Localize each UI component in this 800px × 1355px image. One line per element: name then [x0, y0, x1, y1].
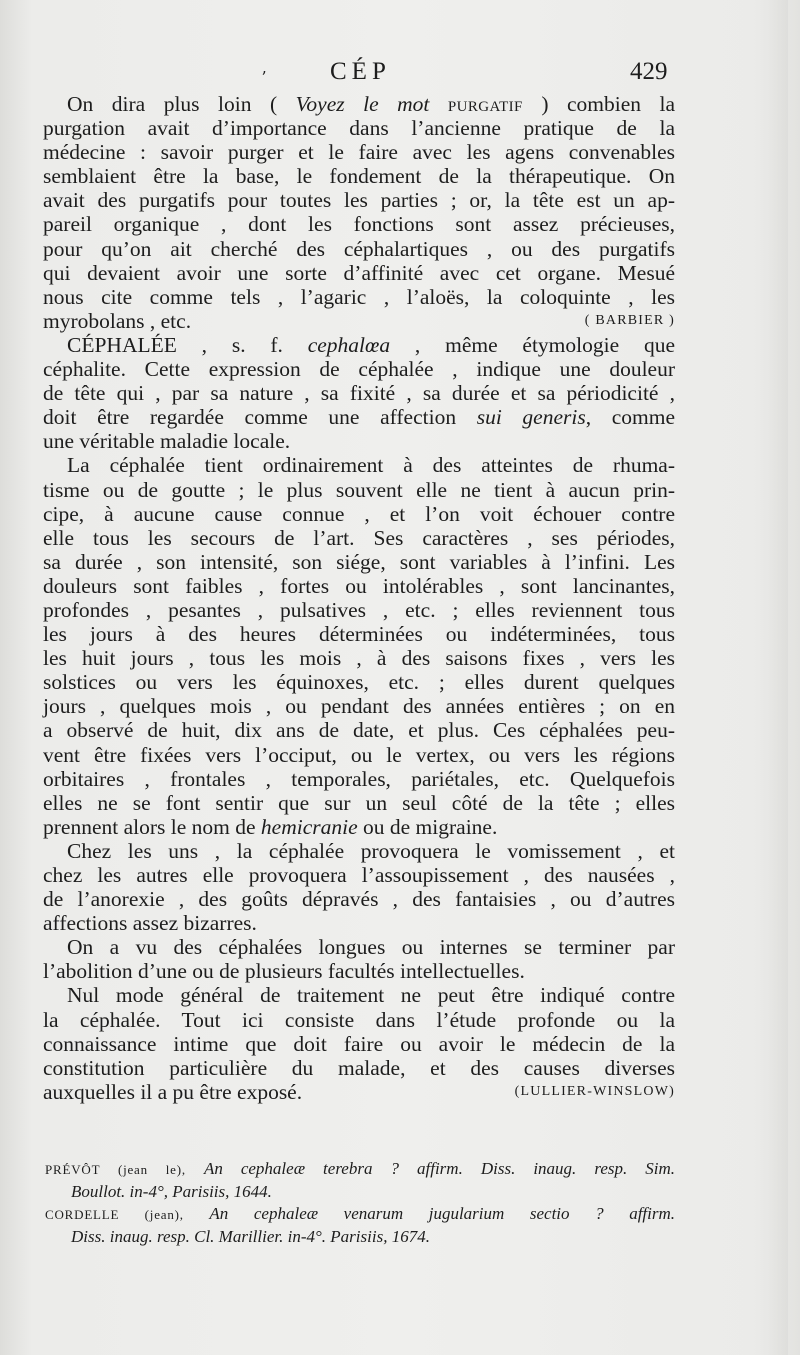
main-text: [43, 92, 675, 1104]
text-line: médecine : savoir purger et le faire avec les agens convenables: [43, 140, 675, 165]
bibliography-title: An cephaleæ terebra ? affirm. Diss. inaug. resp. Sim.: [203, 1159, 675, 1178]
text-line: pareil organique , dont les fonctions sont assez précieuses,: [43, 212, 675, 237]
text-line: purgation avait d’importance dans l’ancienne pratique de la: [43, 116, 675, 141]
bibliography-continuation: Diss. inaug. resp. Cl. Marillier. in-4°. Parisiis, 1674.: [71, 1227, 430, 1246]
bibliography-entry: [45, 1203, 675, 1226]
text-line: avait des purgatifs pour toutes les parties ; or, la tête est un ap-: [43, 188, 675, 213]
text-line: de l’anorexie , des goûts dépravés , des fantaisies , ou d’autres: [43, 887, 675, 912]
text-line: sa durée , son intensité, son siége, sont variables à l’infini. Les: [43, 549, 675, 574]
text-line: prennent alors le nom de hemicranie ou de migraine.: [43, 814, 498, 839]
text-line: solstices ou vers les équinoxes, etc. ; elles durent quelques: [43, 670, 675, 695]
text-line: profondes , pesantes , pulsatives , etc. ; elles reviennent tous: [43, 597, 675, 622]
text-line: céphalite. Cette expression de céphalée , indique une douleur: [43, 357, 675, 382]
page-edge-shadow: [753, 0, 788, 1355]
text-line: constitution particulière du malade, et des causes diverses: [43, 1055, 675, 1080]
text-line: chez les autres elle provoquera l’assoupissement , des nausées ,: [43, 863, 675, 887]
text-line: vent être fixées vers l’occiput, ou le vertex, ou vers les régions: [43, 742, 675, 767]
text-line: connaissance intime que doit faire ou avoir le médecin de la: [43, 1031, 675, 1056]
text-line: doit être regardée comme une affection sui generis, comme: [43, 405, 675, 430]
text-line: elle tous les secours de l’art. Ses caractères , ses périodes,: [43, 525, 675, 550]
text-line: On a vu des céphalées longues ou internes se terminer par: [67, 935, 675, 960]
text-line: affections assez bizarres.: [43, 911, 257, 936]
bibliography-title: An cephaleæ venarum jugularium sectio ? affirm.: [209, 1204, 676, 1223]
text-line: tisme ou de goutte ; le plus souvent elle ne tient à aucun prin-: [43, 477, 675, 502]
text-line: Chez les uns , la céphalée provoquera le vomissement , et: [67, 838, 675, 863]
text-line: la céphalée. Tout ici consiste dans l’étude profonde ou la: [43, 1007, 675, 1032]
page-number: 429: [630, 58, 668, 85]
text-line: Nul mode général de traitement ne peut être indiqué contre: [67, 983, 675, 1008]
text-line: nous cite comme tels , l’agaric , l’aloës, la coloquinte , les: [43, 284, 675, 309]
bibliography-author: PRÉVÔT (jean le),: [45, 1162, 186, 1177]
text-line: les huit jours , tous les mois , à des saisons fixes , vers les: [43, 646, 675, 671]
text-line: pour qu’on ait cherché des céphalartiques , ou des purgatifs: [43, 236, 675, 261]
text-line: de tête qui , par sa nature , sa fixité , sa durée et sa périodicité ,: [43, 381, 675, 406]
text-line: les jours à des heures déterminées ou indéterminées, tous: [43, 622, 675, 647]
bibliography-entry: [45, 1158, 675, 1181]
text-line: jours , quelques mois , ou pendant des années entières ; on en: [43, 694, 675, 719]
text-line: cipe, à aucune cause connue , et l’on voit échouer contre: [43, 501, 675, 526]
bibliography-continuation: Boullot. in-4°, Parisiis, 1644.: [71, 1182, 272, 1201]
text-line: a observé de huit, dix ans de date, et plus. Ces céphalées peu-: [43, 718, 675, 743]
text-line: l’abolition d’une ou de plusieurs facultés intellectuelles.: [43, 959, 525, 984]
text-line: On dira plus loin ( Voyez le mot purgatif ) combien la: [67, 92, 676, 116]
bibliography: [45, 1158, 675, 1248]
text-line: semblaient être la base, le fondement de la thérapeutique. On: [43, 164, 675, 189]
text-line: une véritable maladie locale.: [43, 429, 291, 454]
signature-barbier: ( BARBIER ): [584, 312, 675, 328]
text-line: qui devaient avoir une sorte d’affinité avec cet organe. Mesué: [43, 260, 675, 285]
text-line: orbitaires , frontales , temporales, pariétales, etc. Quelquefois: [43, 766, 675, 791]
text-line: myrobolans , etc. ( BARBIER ): [43, 308, 675, 333]
entry-heading-line: CÉPHALÉE , s. f. cephalœa , même étymologie que: [67, 332, 675, 357]
signature-lullier: (LULLIER-WINSLOW): [514, 1083, 675, 1099]
text-line: La céphalée tient ordinairement à des atteintes de rhuma-: [67, 453, 675, 478]
text-line: elles ne se font sentir que sur un seul côté de la tête ; elles: [43, 790, 675, 815]
printer-mark: ʼ: [261, 68, 267, 87]
text-line: douleurs sont faibles , fortes ou intolérables , sont lancinantes,: [43, 573, 675, 598]
text-line: auxquelles il a pu être exposé. (LULLIER-WINSLOW): [43, 1079, 675, 1104]
bibliography-author: CORDELLE (jean),: [45, 1207, 184, 1222]
page-header: [0, 58, 800, 94]
running-head: CÉP: [330, 58, 391, 85]
